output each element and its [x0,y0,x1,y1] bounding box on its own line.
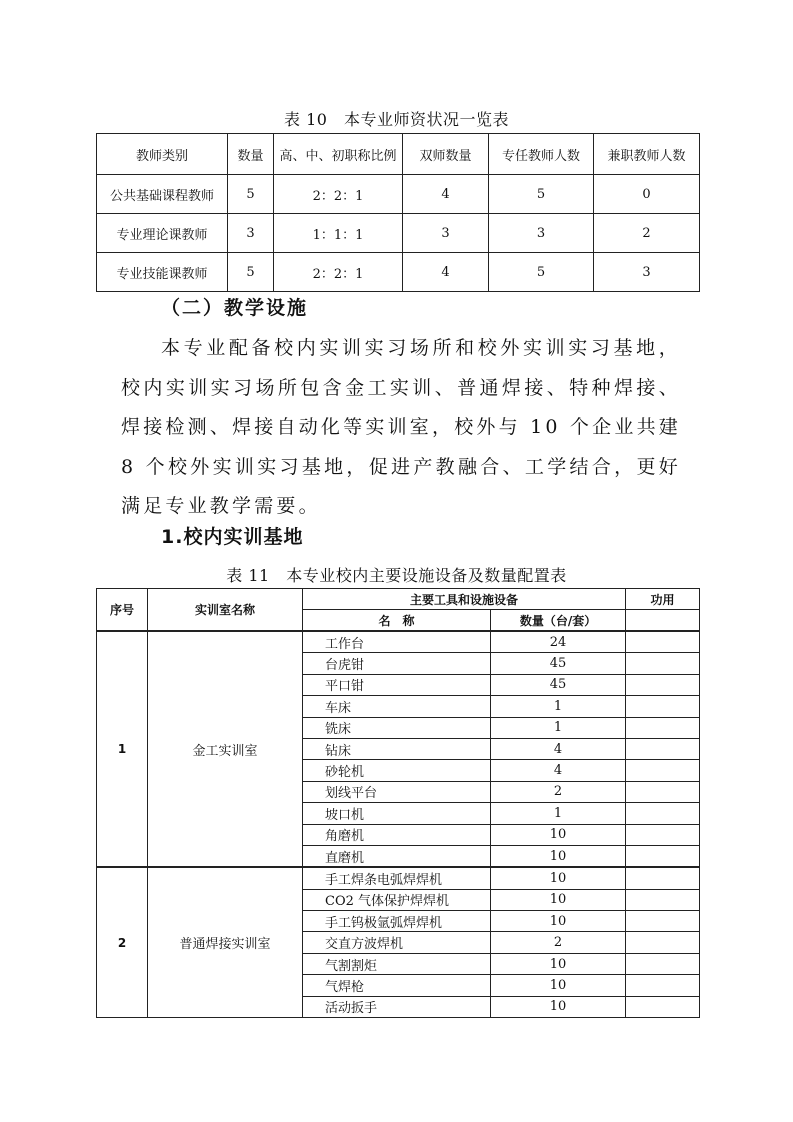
table-cell: 3 [594,253,700,292]
table-cell: 0 [594,175,700,214]
function-cell [626,996,700,1017]
header-seq: 序号 [97,589,148,632]
room-cell: 金工实训室 [148,631,303,867]
table-cell: 专业技能课教师 [97,253,228,292]
equipment-name: 角磨机 [303,824,491,845]
equipment-name: 砂轮机 [303,760,491,781]
equipment-qty: 1 [491,717,626,738]
table-row [97,175,700,214]
body-paragraph: 本专业配备校内实训实习场所和校外实训实习基地，校内实训实习场所包含金工实训、普通焊接、特种焊接、焊接检测、焊接自动化等实训室，校外与 10 个企业共建 8 个校外实训实习基地，促进产教融合、工学结合，更好满足专业教学需要。 [121,337,681,517]
equipment-table [96,588,700,1018]
equipment-qty: 10 [491,824,626,845]
seq-cell: 1 [97,631,148,867]
equipment-qty: 10 [491,953,626,974]
equipment-name: 坡口机 [303,803,491,824]
function-cell [626,953,700,974]
equipment-name: 工作台 [303,631,491,653]
header-cell: 专任教师人数 [489,134,594,175]
equipment-name: CO2 气体保护焊焊机 [303,889,491,910]
equipment-qty: 10 [491,889,626,910]
equipment-name: 活动扳手 [303,996,491,1017]
function-cell [626,932,700,953]
equipment-name: 交直方波焊机 [303,932,491,953]
equipment-name: 平口钳 [303,674,491,695]
equipment-qty: 45 [491,653,626,674]
equipment-qty: 2 [491,932,626,953]
equipment-name: 车床 [303,696,491,717]
equipment-name: 手工焊条电弧焊焊机 [303,867,491,889]
function-cell [626,674,700,695]
equipment-name: 气割割炬 [303,953,491,974]
equipment-name: 手工钨极氩弧焊焊机 [303,911,491,932]
function-cell [626,781,700,802]
header-name: 名 称 [303,610,491,632]
function-cell [626,803,700,824]
equipment-qty: 4 [491,738,626,759]
table-row [97,214,700,253]
equipment-qty: 24 [491,631,626,653]
equipment-name: 钻床 [303,738,491,759]
table-cell: 专业理论课教师 [97,214,228,253]
table10-caption: 表 10 本专业师资状况一览表 [284,110,509,129]
function-cell [626,975,700,996]
function-cell [626,824,700,845]
equipment-qty: 10 [491,911,626,932]
table-cell: 2 [594,214,700,253]
equipment-qty: 4 [491,760,626,781]
seq-cell: 2 [97,867,148,1017]
equipment-qty: 10 [491,845,626,867]
table-row [97,867,700,889]
table-cell: 4 [403,253,489,292]
function-cell [626,845,700,867]
function-cell [626,631,700,653]
table-cell: 3 [403,214,489,253]
subsection-heading: 1.校内实训基地 [161,526,304,548]
function-cell [626,653,700,674]
equipment-qty: 10 [491,975,626,996]
equipment-qty: 10 [491,996,626,1017]
function-cell [626,911,700,932]
table-header-row [97,589,700,610]
table-cell: 5 [228,253,274,292]
table-cell: 1：1：1 [274,214,403,253]
header-cell: 数量 [228,134,274,175]
equipment-qty: 1 [491,803,626,824]
header-cell: 高、中、初职称比例 [274,134,403,175]
function-cell [626,867,700,889]
function-cell [626,760,700,781]
table-cell: 3 [228,214,274,253]
table-cell: 3 [489,214,594,253]
header-cell: 教师类别 [97,134,228,175]
table-cell: 2：2：1 [274,253,403,292]
header-cell: 双师数量 [403,134,489,175]
equipment-name: 台虎钳 [303,653,491,674]
table-cell: 5 [489,175,594,214]
equipment-qty: 1 [491,696,626,717]
table-row [97,253,700,292]
table-cell: 5 [489,253,594,292]
header-equipment-group: 主要工具和设施设备 [303,589,626,610]
room-cell: 普通焊接实训室 [148,867,303,1017]
equipment-qty: 2 [491,781,626,802]
equipment-name: 直磨机 [303,845,491,867]
header-quantity: 数量（台/套） [491,610,626,632]
table-cell: 5 [228,175,274,214]
table11-caption: 表 11 本专业校内主要设施设备及数量配置表 [226,566,567,585]
equipment-name: 气焊枪 [303,975,491,996]
section-heading: （二）教学设施 [161,297,309,319]
equipment-qty: 10 [491,867,626,889]
teacher-status-table [96,133,700,292]
header-room: 实训室名称 [148,589,303,632]
table-cell: 2：2：1 [274,175,403,214]
equipment-name: 划线平台 [303,781,491,802]
equipment-name: 铣床 [303,717,491,738]
header-cell: 兼职教师人数 [594,134,700,175]
function-cell [626,889,700,910]
function-cell [626,717,700,738]
table-cell: 公共基础课程教师 [97,175,228,214]
function-cell [626,696,700,717]
header-function-empty [626,610,700,632]
header-function: 功用 [626,589,700,610]
table-row [97,631,700,653]
table-header-row [97,134,700,175]
table-cell: 4 [403,175,489,214]
function-cell [626,738,700,759]
equipment-qty: 45 [491,674,626,695]
